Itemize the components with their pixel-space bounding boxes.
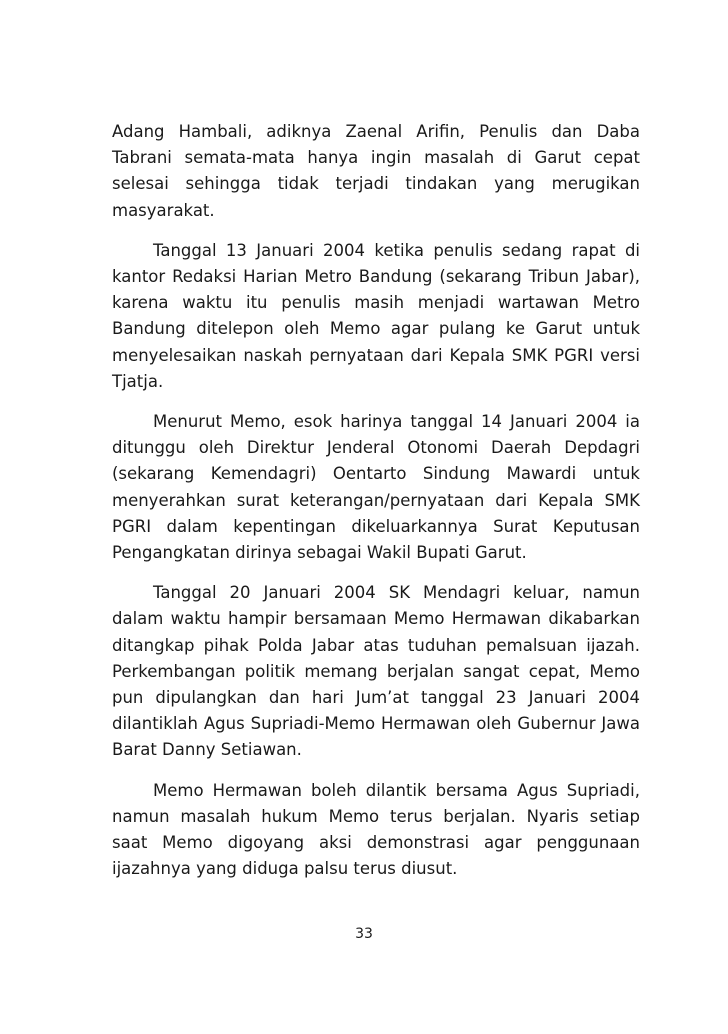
page-number: 33: [355, 926, 373, 942]
paragraph: Menurut Memo, esok harinya tanggal 14 Januari 2004 ia ditunggu oleh Direktur Jenderal Otonomi Daerah Depdagri (sekarang Kemendagri) Oentarto Sindung Mawardi untuk menyerahkan surat keterangan/pernyataan dari Kepala SMK PGRI dalam kepentingan dikeluarkannya Surat Keputusan Pengangkatan dirinya sebagai Wakil Bupati Garut.: [112, 412, 640, 563]
paragraph: Tanggal 13 Januari 2004 ketika penulis sedang rapat di kantor Redaksi Harian Metro Bandung (sekarang Tribun Jabar), karena waktu itu penulis masih menjadi wartawan Metro Bandung ditelepon oleh Memo agar pulang ke Garut untuk menyelesaikan naskah pernyataan dari Kepala SMK PGRI versi Tjatja.: [112, 240, 640, 391]
body-text: [112, 119, 640, 896]
paragraph-continuation: Adang Hambali, adiknya Zaenal Arifin, Penulis dan Daba Tabrani semata-mata hanya ingin masalah di Garut cepat selesai sehingga tidak terjadi tindakan yang merugikan masyarakat.: [112, 122, 640, 220]
paragraph: Tanggal 20 Januari 2004 SK Mendagri keluar, namun dalam waktu hampir bersamaan Memo Hermawan dikabarkan ditangkap pihak Polda Jabar atas tuduhan pemalsuan ijazah. Perkembangan politik memang berjalan sangat cepat, Memo pun dipulangkan dan hari Jum’at tanggal 23 Januari 2004 dilantiklah Agus Supriadi-Memo Hermawan oleh Gubernur Jawa Barat Danny Setiawan.: [112, 583, 640, 760]
paragraph: Memo Hermawan boleh dilantik bersama Agus Supriadi, namun masalah hukum Memo terus berjalan. Nyaris setiap saat Memo digoyang aksi demonstrasi agar penggunaan ijazahnya yang diduga palsu terus diusut.: [112, 780, 640, 879]
